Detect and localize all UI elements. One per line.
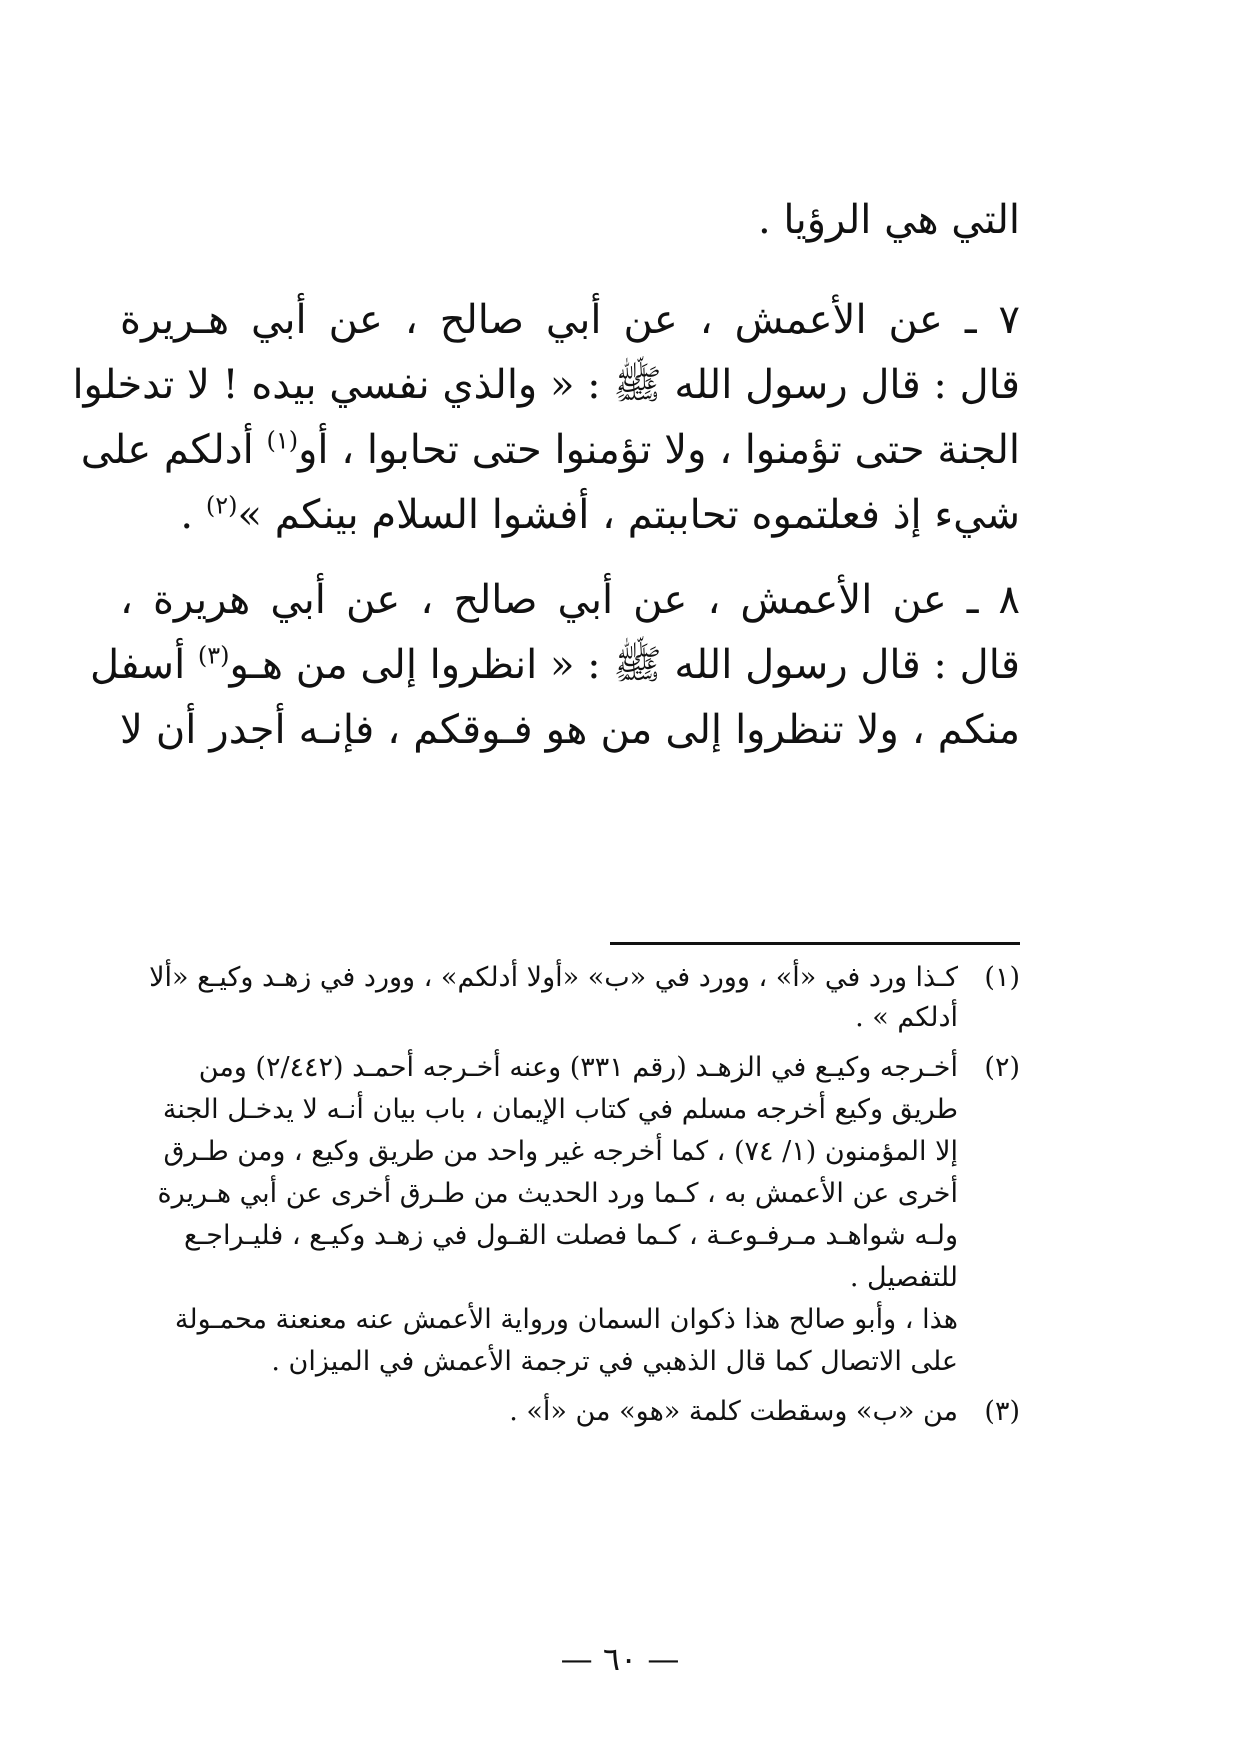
hadith-8-line-1: ٨ ـ عن الأعمش ، عن أبي صالح ، عن أبي هريرة ، (120, 577, 1020, 623)
footnote-3-line-1 (120, 1392, 1020, 1432)
hadith-7-line-2: قال : قال رسول الله ﷺ : « والذي نفسي بيده ! لا تدخلوا (72, 362, 1020, 408)
footnote-1-line-1 (120, 958, 1020, 998)
text-span: أسفل (90, 642, 198, 688)
footnote-1-line-2: أدلكم » . (855, 1002, 958, 1033)
footnote-2-line-8: على الاتصال كما قال الذهبي في ترجمة الأعمش في الميزان . (271, 1346, 958, 1377)
footnote-2-line-3: إلا المؤمنون (١/ ٧٤) ، كما أخرجه غير واحد من طريق وكيع ، ومن طـرق (163, 1136, 958, 1167)
footnote-separator (610, 942, 1020, 945)
footnote-2-line-5: ولـه شواهـد مـرفـوعـة ، كـما فصلت القـول في زهـد وكيـع ، فليـراجـع (183, 1220, 958, 1251)
text-span: أخـرجه وكيـع في الزهـد (رقم ٣٣١) وعنه أخـرجه أحمـد (٢/٤٤٢) ومن (198, 1052, 958, 1083)
footnote-2-line-1 (120, 1048, 1020, 1088)
text-span: . (180, 492, 206, 538)
footnote-2-line-2: طريق وكيع أخرجه مسلم في كتاب الإيمان ، باب بيان أنـه لا يدخـل الجنة (162, 1094, 958, 1125)
footnote-ref-2: (٢) (205, 491, 238, 520)
text-span: الجنة حتى تؤمنوا ، ولا تؤمنوا حتى تحابوا ، أو (298, 427, 1020, 473)
footnote-2-line-7: هذا ، وأبو صالح هذا ذكوان السمان ورواية الأعمش عنه معنعنة محمـولة (174, 1304, 958, 1335)
footnote-ref-1: (١) (266, 426, 299, 455)
hadith-7-line-1: ٧ ـ عن الأعمش ، عن أبي صالح ، عن أبي هـريرة (120, 297, 1020, 343)
hadith-7-line-4 (120, 485, 1020, 545)
footnote-number: (٣) (984, 1396, 1020, 1427)
text-span: كـذا ورد في «أ» ، وورد في «ب» «أولا أدلكم» ، وورد في زهـد وكيـع «ألا (149, 962, 958, 993)
footnote-number: (١) (984, 962, 1020, 993)
footnote-number: (٢) (984, 1052, 1020, 1083)
text-span: شيء إذ فعلتموه تحاببتم ، أفشوا السلام بينكم » (237, 492, 1020, 538)
text-span: أدلكم على (80, 427, 267, 473)
hadith-7-line-3 (80, 420, 1020, 480)
page-number: — ٦٠ — (560, 1640, 680, 1678)
footnote-ref-3: (٣) (197, 641, 230, 670)
footnote-2-line-4: أخرى عن الأعمش به ، كـما ورد الحديث من طـرق أخرى عن أبي هـريرة (157, 1178, 958, 1209)
hadith-8-line-2 (90, 635, 1020, 695)
text-line: التي هي الرؤيا . (757, 197, 1020, 243)
footnote-2-line-6: للتفصيل . (849, 1262, 958, 1293)
text-span: من «ب» وسقطت كلمة «هو» من «أ» . (509, 1396, 958, 1427)
hadith-8-line-3: منكم ، ولا تنظروا إلى من هو فـوقكم ، فإنـه أجدر أن لا (120, 707, 1020, 753)
text-span: قال : قال رسول الله ﷺ : « انظروا إلى من هـو (229, 642, 1020, 688)
